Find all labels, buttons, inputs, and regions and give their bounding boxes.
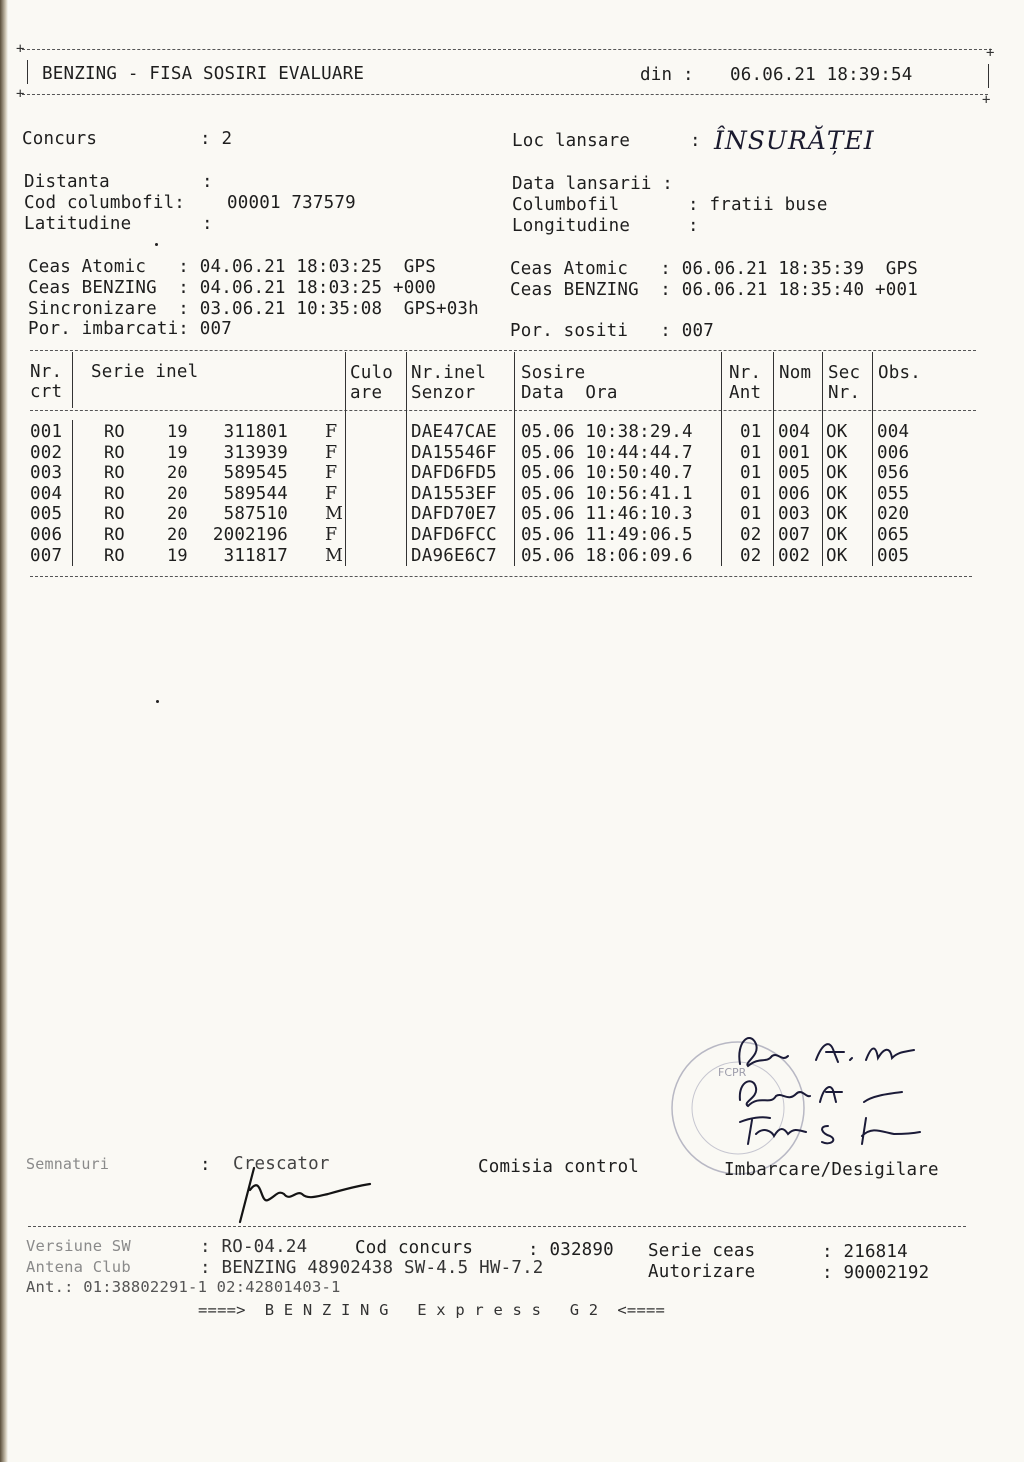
corner-mark: + — [16, 86, 25, 102]
footer-rule — [28, 1226, 966, 1227]
clock-line-right: Ceas Atomic : 06.06.21 18:35:39 GPS — [510, 259, 918, 279]
cell-nom: 006 — [778, 483, 811, 504]
cell-sec: OK — [826, 463, 848, 484]
concurs-value: : 2 — [200, 129, 233, 149]
columbofil-value: : fratii buse — [688, 195, 828, 215]
longitudine-sep: : — [688, 216, 699, 236]
antena-club-label: Antena Club — [26, 1258, 131, 1276]
col-sep — [773, 352, 774, 566]
cell-obs: 055 — [877, 483, 910, 504]
data-lansarii-label: Data lansarii : — [512, 174, 674, 194]
header-culoare: Culo — [350, 363, 393, 383]
header-sec-nr: Nr. — [828, 383, 861, 403]
header-senzor: Senzor — [411, 383, 476, 403]
cell-ant: 02 — [740, 545, 762, 566]
cell-an: 19 — [167, 442, 188, 463]
header-sosire: Sosire — [521, 363, 586, 383]
imbarcare-label: Imbarcare/Desigilare — [724, 1160, 939, 1180]
cell-obs: 056 — [877, 463, 910, 484]
cell-nr: 003 — [30, 463, 63, 484]
cell-nr: 002 — [30, 442, 63, 463]
clock-line-left: Ceas Atomic : 04.06.21 18:03:25 GPS — [28, 257, 436, 277]
cell-sec: OK — [826, 483, 848, 504]
cell-nom: 001 — [778, 442, 811, 463]
benzing-express-banner: ====> B E N Z I N G E x p r e s s G 2 <==== — [198, 1301, 666, 1319]
cell-ant: 01 — [740, 422, 762, 442]
header-nom: Nom — [779, 363, 812, 383]
cell-an: 20 — [167, 525, 188, 545]
semnaturi-sep: : — [200, 1155, 211, 1175]
cell-senzor: DAFD70E7 — [411, 504, 497, 525]
latitudine-label: Latitudine — [24, 214, 132, 234]
cell-obs: 020 — [877, 504, 910, 525]
cell-tara: RO — [104, 545, 125, 566]
longitudine-label: Longitudine — [512, 216, 631, 236]
cell-senzor: DA96E6C7 — [411, 545, 497, 566]
col-sep — [514, 352, 515, 566]
header-obs: Obs. — [878, 363, 921, 383]
cell-sex: F — [325, 525, 338, 545]
print-datetime: 06.06.21 18:39:54 — [730, 65, 913, 85]
cell-inel: 313939 — [223, 442, 288, 463]
cell-tara: RO — [104, 483, 125, 504]
cell-sec: OK — [826, 525, 848, 545]
cell-ant: 01 — [740, 442, 762, 463]
cell-senzor: DA15546F — [411, 442, 497, 463]
loc-lansare-label: Loc lansare — [512, 131, 631, 151]
cell-sex: F — [325, 483, 338, 504]
ant-line: Ant.: 01:38802291-1 02:42801403-1 — [26, 1278, 341, 1296]
cell-an: 20 — [167, 504, 188, 525]
cell-sosire: 05.06 18:06:09.6 — [521, 545, 693, 566]
cell-sec: OK — [826, 422, 848, 442]
col-sep — [72, 352, 73, 408]
cell-nr: 007 — [30, 545, 63, 566]
sositi-line: Por. sositi : 007 — [510, 321, 714, 341]
cell-inel: 589544 — [223, 483, 288, 504]
col-sep — [721, 352, 722, 566]
cell-inel: 311817 — [223, 545, 288, 566]
table-bottom-rule — [30, 576, 972, 577]
cell-tara: RO — [104, 463, 125, 484]
autorizare-label: Autorizare — [648, 1262, 756, 1282]
cell-senzor: DAFD6FCC — [411, 525, 497, 545]
versiune-sw-value: : RO-04.24 — [200, 1237, 308, 1257]
cell-an: 20 — [167, 483, 188, 504]
antena-club-value: : BENZING 48902438 SW-4.5 HW-7.2 — [200, 1258, 544, 1278]
semnaturi-label: Semnaturi — [26, 1155, 110, 1173]
latitudine-sep: : — [202, 214, 213, 234]
columbofil-label: Columbofil — [512, 195, 620, 215]
clock-line-left: Sincronizare : 03.06.21 10:35:08 GPS+03h — [28, 299, 479, 319]
cell-senzor: DA1553EF — [411, 483, 497, 504]
versiune-sw-label: Versiune SW — [26, 1237, 131, 1255]
header-left-bar — [27, 60, 28, 84]
cell-nr: 005 — [30, 504, 63, 525]
speck — [156, 700, 159, 703]
cell-an: 19 — [167, 545, 188, 566]
cod-concurs-label: Cod concurs — [355, 1238, 474, 1258]
cell-sex: M — [325, 504, 344, 525]
loc-lansare-sep: : — [690, 131, 701, 151]
loc-lansare-handwritten: ÎNSURĂȚEI — [714, 126, 875, 155]
cell-ant: 01 — [740, 504, 762, 525]
col-sep — [345, 352, 346, 566]
cell-sex: F — [325, 463, 338, 484]
cell-obs: 065 — [877, 525, 910, 545]
corner-mark: + — [986, 45, 995, 61]
cell-ant: 02 — [740, 525, 762, 545]
col-sep — [872, 352, 873, 566]
header-top-rule — [22, 49, 992, 50]
cell-sosire: 05.06 10:50:40.7 — [521, 463, 693, 484]
distanta-label: Distanta — [24, 172, 110, 192]
stamp-text: FCPR — [718, 1066, 747, 1079]
cod-columbofil-value: 00001 737579 — [227, 193, 356, 213]
autorizare-value: : 90002192 — [822, 1263, 930, 1283]
table-header-rule — [30, 410, 976, 411]
cell-sosire: 05.06 11:49:06.5 — [521, 525, 693, 545]
distanta-sep: : — [202, 172, 213, 192]
crescator-label: Crescator — [233, 1154, 330, 1174]
cell-sex: F — [325, 422, 338, 442]
concurs-label: Concurs — [22, 129, 98, 149]
header-serie-inel: Serie inel — [91, 362, 199, 382]
cell-obs: 006 — [877, 442, 910, 463]
header-ant: Ant — [729, 383, 762, 403]
cell-ant: 01 — [740, 483, 762, 504]
cell-nr: 004 — [30, 483, 63, 504]
header-nr: Nr. — [30, 362, 63, 382]
header-data-ora: Data Ora — [521, 383, 618, 403]
col-sep — [406, 352, 407, 566]
cell-tara: RO — [104, 442, 125, 463]
header-right-bar — [988, 64, 989, 88]
corner-mark: + — [16, 41, 25, 57]
cell-obs: 004 — [877, 422, 910, 442]
cell-tara: RO — [104, 422, 125, 442]
commission-signatures — [726, 1022, 946, 1152]
cell-nom: 003 — [778, 504, 811, 525]
clock-line-right: Ceas BENZING : 06.06.21 18:35:40 +001 — [510, 280, 918, 300]
cell-inel: 589545 — [223, 463, 288, 484]
cod-columbofil-label: Cod columbofil: — [24, 193, 186, 213]
cell-senzor: DAE47CAE — [411, 422, 497, 442]
cell-an: 19 — [167, 422, 188, 442]
col-sep — [822, 352, 823, 566]
speck — [155, 243, 158, 246]
cell-nom: 005 — [778, 463, 811, 484]
cell-senzor: DAFD6FD5 — [411, 463, 497, 484]
header-crt: crt — [30, 382, 63, 402]
cell-sosire: 05.06 10:38:29.4 — [521, 422, 693, 442]
cell-nom: 002 — [778, 545, 811, 566]
scan-edge — [0, 0, 8, 1462]
cell-inel: 587510 — [223, 504, 288, 525]
din-label: din : — [640, 65, 694, 85]
cell-sec: OK — [826, 504, 848, 525]
cell-nr: 006 — [30, 525, 63, 545]
col-sep — [72, 420, 73, 566]
document-title: BENZING - FISA SOSIRI EVALUARE — [42, 64, 365, 84]
cell-tara: RO — [104, 504, 125, 525]
cell-nom: 004 — [778, 422, 811, 442]
cell-sec: OK — [826, 442, 848, 463]
table-top-rule — [30, 350, 976, 351]
cell-inel: 2002196 — [212, 525, 288, 545]
header-nr-ant: Nr. — [729, 363, 762, 383]
serie-ceas-label: Serie ceas — [648, 1241, 756, 1261]
cell-sosire: 05.06 11:46:10.3 — [521, 504, 693, 525]
serie-ceas-value: : 216814 — [822, 1242, 908, 1262]
header-sec: Sec — [828, 363, 861, 383]
cell-sex: F — [325, 442, 338, 463]
cell-sosire: 05.06 10:56:41.1 — [521, 483, 693, 504]
cell-sec: OK — [826, 545, 848, 566]
cell-an: 20 — [167, 463, 188, 484]
corner-mark: + — [982, 92, 991, 108]
cell-sosire: 05.06 10:44:44.7 — [521, 442, 693, 463]
cell-sex: M — [325, 545, 344, 566]
imbarcati-line: Por. imbarcati: 007 — [28, 319, 232, 339]
header-nr-inel: Nr.inel — [411, 363, 487, 383]
cell-ant: 01 — [740, 463, 762, 484]
cell-nom: 007 — [778, 525, 811, 545]
header-bottom-rule — [22, 94, 988, 95]
cell-tara: RO — [104, 525, 125, 545]
comisia-control-label: Comisia control — [478, 1157, 640, 1177]
cod-concurs-value: : 032890 — [528, 1240, 614, 1260]
cell-inel: 311801 — [223, 422, 288, 442]
header-culoare-2: are — [350, 383, 383, 403]
cell-nr: 001 — [30, 422, 63, 442]
cell-obs: 005 — [877, 545, 910, 566]
clock-line-left: Ceas BENZING : 04.06.21 18:03:25 +000 — [28, 278, 436, 298]
